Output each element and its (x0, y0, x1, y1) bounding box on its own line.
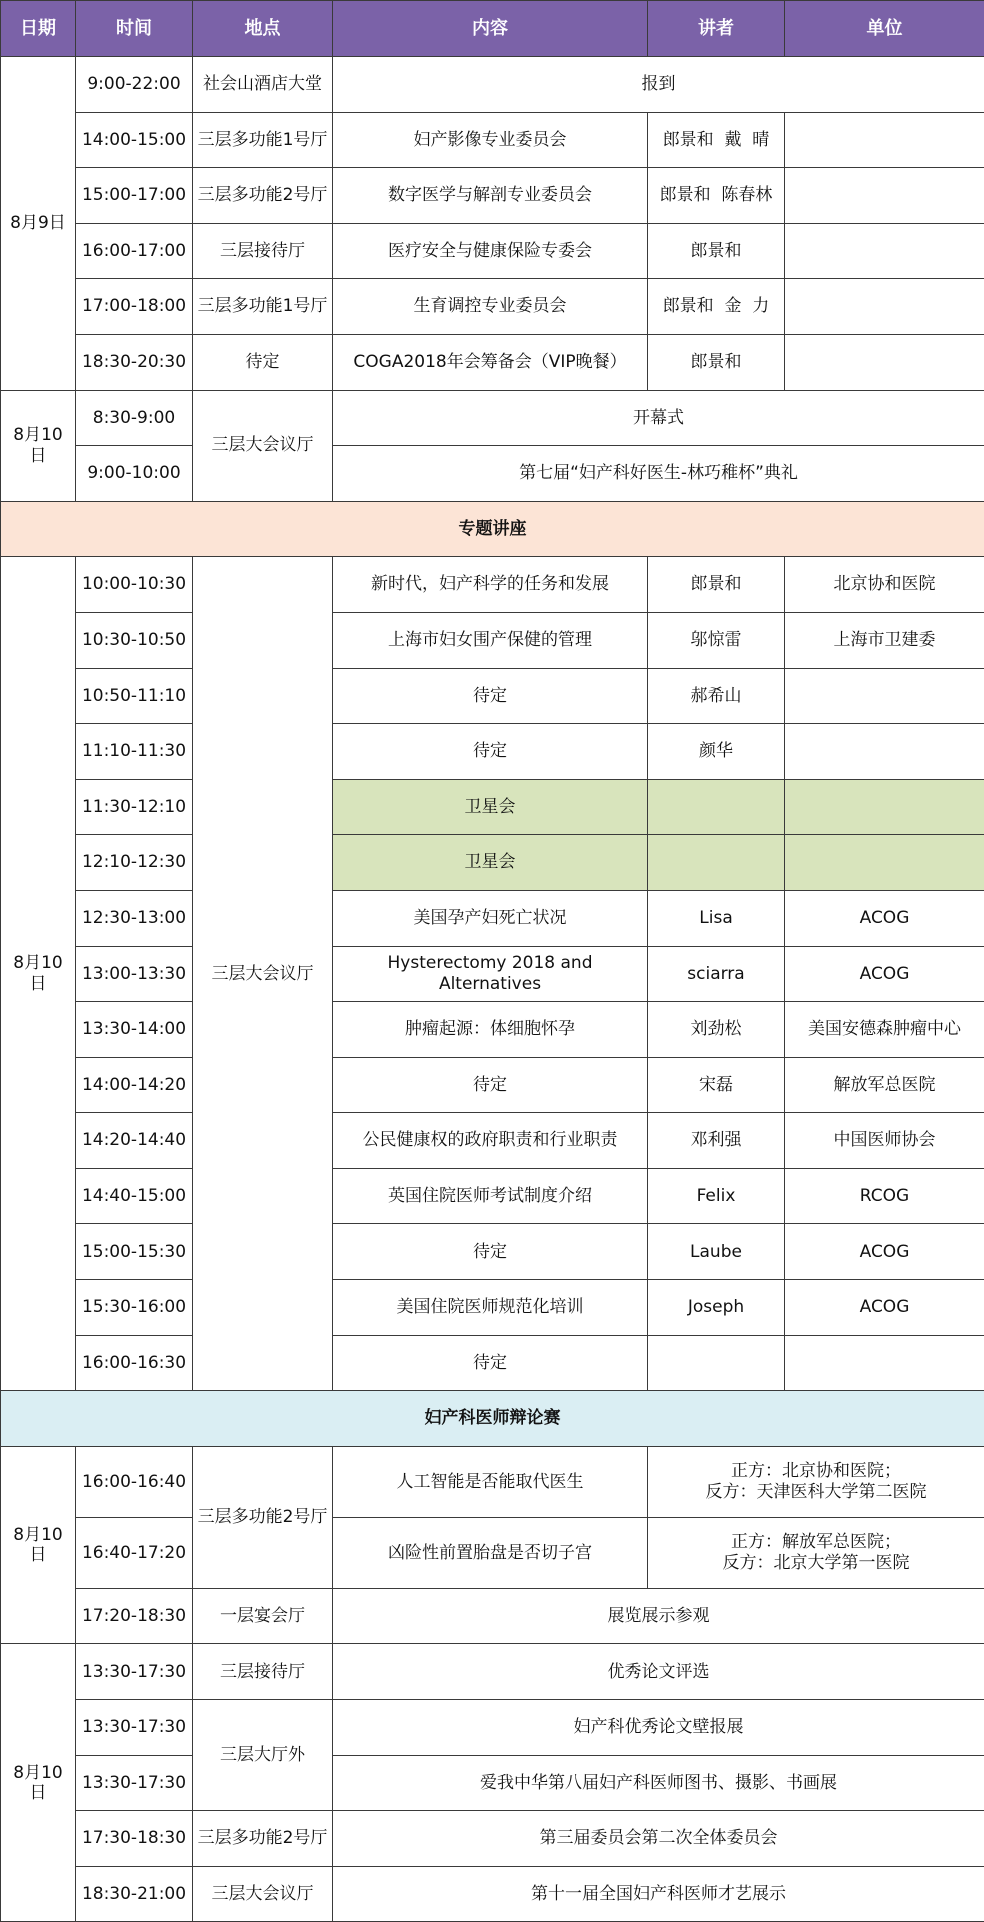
table-row (1, 612, 984, 668)
venue-cell: 三层大厅外 (193, 1700, 333, 1811)
table-row (1, 890, 984, 946)
org-cell: 上海市卫建委 (785, 612, 984, 668)
table-row (1, 1588, 984, 1644)
content-cell: 待定 (333, 668, 648, 724)
org-cell: ACOG (785, 1224, 984, 1280)
date-cell: 8月9日 (1, 57, 76, 391)
side-con: 反方：天津医科大学第二医院 (652, 1482, 980, 1502)
section-row-lecture (1, 501, 984, 557)
content-cell: COGA2018年会筹备会（VIP晚餐） (333, 334, 648, 390)
content-cell: 美国孕产妇死亡状况 (333, 890, 648, 946)
org-cell (785, 168, 984, 224)
header-row (1, 1, 984, 57)
venue-cell: 三层接待厅 (193, 1644, 333, 1700)
content-cell: 第十一届全国妇产科医师才艺展示 (333, 1866, 984, 1922)
org-cell: 解放军总医院 (785, 1057, 984, 1113)
table-row (1, 446, 984, 502)
content-cell: 第三届委员会第二次全体委员会 (333, 1811, 984, 1867)
table-row (1, 1811, 984, 1867)
venue-cell: 三层多功能1号厅 (193, 279, 333, 335)
org-cell: ACOG (785, 890, 984, 946)
table-row (1, 1335, 984, 1391)
speaker-cell (648, 835, 785, 891)
speaker-cell (648, 1335, 785, 1391)
speaker-cell: Felix (648, 1168, 785, 1224)
table-row (1, 1224, 984, 1280)
time-cell: 13:30-14:00 (76, 1002, 193, 1058)
content-cell: 报到 (333, 57, 984, 113)
side-pro: 正方：解放军总医院； (652, 1532, 980, 1552)
speaker-cell: 郝希山 (648, 668, 785, 724)
content-cell: 展览展示参观 (333, 1588, 984, 1644)
time-cell: 9:00-10:00 (76, 446, 193, 502)
speaker-cell: Lisa (648, 890, 785, 946)
table-row (1, 223, 984, 279)
time-cell: 15:30-16:00 (76, 1280, 193, 1336)
content-cell: 新时代，妇产科学的任务和发展 (333, 557, 648, 613)
org-cell: RCOG (785, 1168, 984, 1224)
time-cell: 17:00-18:00 (76, 279, 193, 335)
content-cell: 公民健康权的政府职责和行业职责 (333, 1113, 648, 1169)
table-row (1, 57, 984, 113)
speaker-cell: 郎景和 戴 晴 (648, 112, 785, 168)
speaker-cell: 郎景和 (648, 334, 785, 390)
time-cell: 12:30-13:00 (76, 890, 193, 946)
content-cell: 开幕式 (333, 390, 984, 446)
date-cell: 8月10日 (1, 1446, 76, 1644)
time-cell: 17:30-18:30 (76, 1811, 193, 1867)
org-cell (785, 835, 984, 891)
table-row (1, 1700, 984, 1756)
content-cell: 妇产影像专业委员会 (333, 112, 648, 168)
venue-cell: 三层多功能2号厅 (193, 1811, 333, 1867)
time-cell: 15:00-15:30 (76, 1224, 193, 1280)
venue-cell: 三层大会议厅 (193, 1866, 333, 1922)
time-cell: 17:20-18:30 (76, 1588, 193, 1644)
venue-cell: 三层大会议厅 (193, 557, 333, 1391)
section-title: 专题讲座 (1, 501, 984, 557)
header-org: 单位 (785, 1, 984, 57)
content-cell: 待定 (333, 1057, 648, 1113)
time-cell: 14:00-14:20 (76, 1057, 193, 1113)
time-cell: 13:30-17:30 (76, 1755, 193, 1811)
date-cell: 8月10日 (1, 1644, 76, 1922)
side-con: 反方：北京大学第一医院 (652, 1553, 980, 1573)
content-cell: 数字医学与解剖专业委员会 (333, 168, 648, 224)
content-cell: 人工智能是否能取代医生 (333, 1446, 648, 1517)
side-pro: 正方：北京协和医院； (652, 1461, 980, 1481)
table-row (1, 1446, 984, 1517)
venue-cell: 三层接待厅 (193, 223, 333, 279)
content-cell: 优秀论文评选 (333, 1644, 984, 1700)
time-cell: 16:00-16:40 (76, 1446, 193, 1517)
time-cell: 11:30-12:10 (76, 779, 193, 835)
speaker-cell: 宋磊 (648, 1057, 785, 1113)
date-cell: 8月10日 (1, 557, 76, 1391)
table-row (1, 1057, 984, 1113)
speaker-cell: Joseph (648, 1280, 785, 1336)
header-time: 时间 (76, 1, 193, 57)
table-row (1, 1866, 984, 1922)
time-cell: 18:30-20:30 (76, 334, 193, 390)
content-cell: 上海市妇女围产保健的管理 (333, 612, 648, 668)
time-cell: 16:00-16:30 (76, 1335, 193, 1391)
time-cell: 11:10-11:30 (76, 724, 193, 780)
speaker-cell: 郎景和 金 力 (648, 279, 785, 335)
speaker-cell: Laube (648, 1224, 785, 1280)
venue-cell: 社会山酒店大堂 (193, 57, 333, 113)
speaker-cell: 邬惊雷 (648, 612, 785, 668)
org-cell (785, 223, 984, 279)
org-cell (785, 724, 984, 780)
time-cell: 14:20-14:40 (76, 1113, 193, 1169)
speaker-cell: 邓利强 (648, 1113, 785, 1169)
content-cell: 凶险性前置胎盘是否切子宫 (333, 1517, 648, 1588)
venue-cell: 三层多功能2号厅 (193, 1446, 333, 1588)
debate-sides-cell (648, 1446, 984, 1517)
table-row (1, 334, 984, 390)
date-cell: 8月10日 (1, 390, 76, 501)
content-cell: 肿瘤起源：体细胞怀孕 (333, 1002, 648, 1058)
table-row (1, 1280, 984, 1336)
org-cell (785, 779, 984, 835)
table-row (1, 724, 984, 780)
time-cell: 10:00-10:30 (76, 557, 193, 613)
table-row (1, 835, 984, 891)
content-cell: 第七届“妇产科好医生-林巧稚杯”典礼 (333, 446, 984, 502)
venue-cell: 一层宴会厅 (193, 1588, 333, 1644)
time-cell: 16:00-17:00 (76, 223, 193, 279)
time-cell: 14:40-15:00 (76, 1168, 193, 1224)
org-cell: 美国安德森肿瘤中心 (785, 1002, 984, 1058)
content-cell: 医疗安全与健康保险专委会 (333, 223, 648, 279)
table-row (1, 168, 984, 224)
table-row (1, 279, 984, 335)
speaker-cell (648, 779, 785, 835)
table-row (1, 390, 984, 446)
org-cell (785, 112, 984, 168)
table-row (1, 1002, 984, 1058)
content-cell: 待定 (333, 1335, 648, 1391)
venue-cell: 三层多功能2号厅 (193, 168, 333, 224)
time-cell: 14:00-15:00 (76, 112, 193, 168)
venue-cell: 待定 (193, 334, 333, 390)
speaker-cell: 郎景和 (648, 557, 785, 613)
speaker-cell: 郎景和 陈春林 (648, 168, 785, 224)
table-row (1, 1755, 984, 1811)
time-cell: 13:00-13:30 (76, 946, 193, 1002)
satellite-content-cell: 卫星会 (333, 779, 648, 835)
time-cell: 10:30-10:50 (76, 612, 193, 668)
org-cell (785, 1335, 984, 1391)
table-row (1, 557, 984, 613)
speaker-cell: 刘劲松 (648, 1002, 785, 1058)
table-row (1, 1113, 984, 1169)
org-cell (785, 279, 984, 335)
org-cell (785, 668, 984, 724)
table-row (1, 1644, 984, 1700)
table-row (1, 112, 984, 168)
org-cell (785, 334, 984, 390)
header-venue: 地点 (193, 1, 333, 57)
table-row (1, 1517, 984, 1588)
venue-cell: 三层大会议厅 (193, 390, 333, 501)
content-cell: 待定 (333, 724, 648, 780)
time-cell: 13:30-17:30 (76, 1700, 193, 1756)
table-row (1, 779, 984, 835)
time-cell: 12:10-12:30 (76, 835, 193, 891)
header-speaker: 讲者 (648, 1, 785, 57)
debate-sides-cell (648, 1517, 984, 1588)
section-row-debate (1, 1391, 984, 1447)
org-cell: ACOG (785, 946, 984, 1002)
satellite-content-cell: 卫星会 (333, 835, 648, 891)
org-cell: ACOG (785, 1280, 984, 1336)
content-cell: 英国住院医师考试制度介绍 (333, 1168, 648, 1224)
content-cell: 待定 (333, 1224, 648, 1280)
time-cell: 9:00-22:00 (76, 57, 193, 113)
venue-cell: 三层多功能1号厅 (193, 112, 333, 168)
time-cell: 15:00-17:00 (76, 168, 193, 224)
speaker-cell: 颜华 (648, 724, 785, 780)
content-cell: 美国住院医师规范化培训 (333, 1280, 648, 1336)
content-cell: Hysterectomy 2018 and Alternatives (333, 946, 648, 1002)
org-cell: 北京协和医院 (785, 557, 984, 613)
org-cell: 中国医师协会 (785, 1113, 984, 1169)
time-cell: 10:50-11:10 (76, 668, 193, 724)
time-cell: 13:30-17:30 (76, 1644, 193, 1700)
table-row (1, 1168, 984, 1224)
speaker-cell: 郎景和 (648, 223, 785, 279)
header-date: 日期 (1, 1, 76, 57)
content-cell: 生育调控专业委员会 (333, 279, 648, 335)
time-cell: 8:30-9:00 (76, 390, 193, 446)
content-cell: 妇产科优秀论文壁报展 (333, 1700, 984, 1756)
time-cell: 18:30-21:00 (76, 1866, 193, 1922)
time-cell: 16:40-17:20 (76, 1517, 193, 1588)
header-content: 内容 (333, 1, 648, 57)
table-row (1, 668, 984, 724)
content-cell: 爱我中华第八届妇产科医师图书、摄影、书画展 (333, 1755, 984, 1811)
section-title: 妇产科医师辩论赛 (1, 1391, 984, 1447)
speaker-cell: sciarra (648, 946, 785, 1002)
table-row (1, 946, 984, 1002)
